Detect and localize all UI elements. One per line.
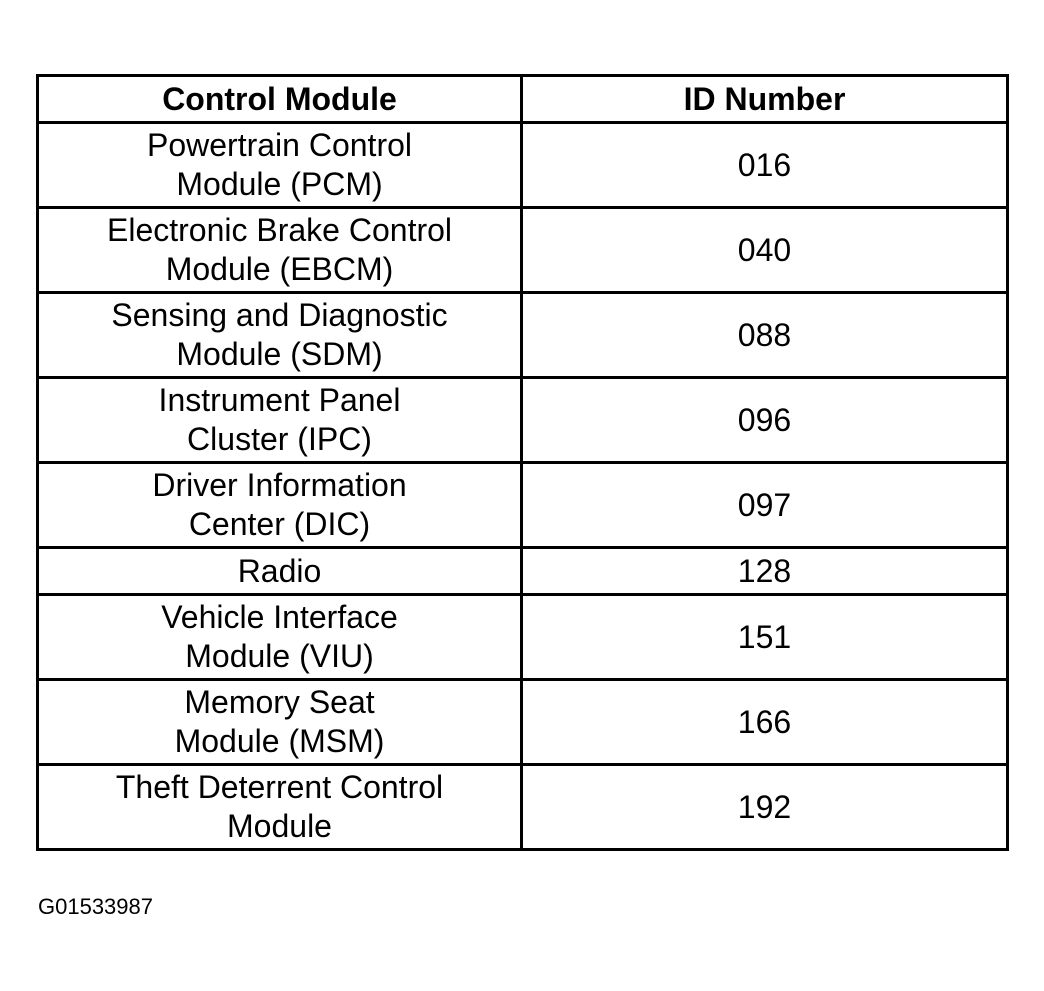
module-name-line: Electronic Brake Control — [106, 212, 453, 248]
module-name-line: Cluster (IPC) — [187, 421, 372, 457]
table-row — [38, 293, 1008, 378]
module-name-cell — [38, 548, 522, 595]
module-name-line: Module (SDM) — [176, 336, 383, 372]
module-name-line: Module (VIU) — [185, 638, 374, 674]
module-name-line: Memory Seat — [184, 684, 375, 720]
module-id-cell: 040 — [522, 208, 1008, 293]
table-row — [38, 765, 1008, 850]
table-header-row — [38, 76, 1008, 123]
module-name-line: Sensing and Diagnostic — [111, 297, 448, 333]
module-name-cell — [38, 293, 522, 378]
module-id-cell: 088 — [522, 293, 1008, 378]
table-row — [38, 208, 1008, 293]
module-id-cell: 151 — [522, 595, 1008, 680]
table-row — [38, 680, 1008, 765]
table-row — [38, 548, 1008, 595]
module-id-cell: 096 — [522, 378, 1008, 463]
module-id-cell: 016 — [522, 123, 1008, 208]
table-row — [38, 463, 1008, 548]
module-name-cell — [38, 595, 522, 680]
module-name-cell — [38, 680, 522, 765]
module-name-line: Module (MSM) — [174, 723, 385, 759]
module-name-line: Module — [227, 808, 332, 844]
module-name-line: Center (DIC) — [188, 506, 371, 542]
module-name-cell — [38, 765, 522, 850]
module-name-cell — [38, 208, 522, 293]
module-name-cell — [38, 463, 522, 548]
module-id-cell: 097 — [522, 463, 1008, 548]
module-id-cell: 192 — [522, 765, 1008, 850]
column-header-id-number: ID Number — [522, 76, 1008, 123]
table-body — [38, 123, 1008, 850]
module-id-cell: 128 — [522, 548, 1008, 595]
module-name-line: Driver Information — [152, 467, 407, 503]
module-name-line: Theft Deterrent Control — [115, 769, 444, 805]
figure-code: G01533987 — [38, 894, 153, 919]
column-header-control-module: Control Module — [38, 76, 522, 123]
module-name-line: Instrument Panel — [158, 382, 401, 418]
module-name-cell — [38, 123, 522, 208]
module-name-cell — [38, 378, 522, 463]
control-module-table — [36, 74, 1009, 851]
module-name-line: Radio — [237, 552, 322, 589]
table-row — [38, 595, 1008, 680]
table-row — [38, 123, 1008, 208]
module-name-line: Module (PCM) — [176, 166, 383, 202]
module-name-line: Vehicle Interface — [161, 599, 398, 635]
module-id-cell: 166 — [522, 680, 1008, 765]
module-name-line: Module (EBCM) — [165, 251, 394, 287]
table-row — [38, 378, 1008, 463]
module-name-line: Powertrain Control — [147, 127, 412, 163]
